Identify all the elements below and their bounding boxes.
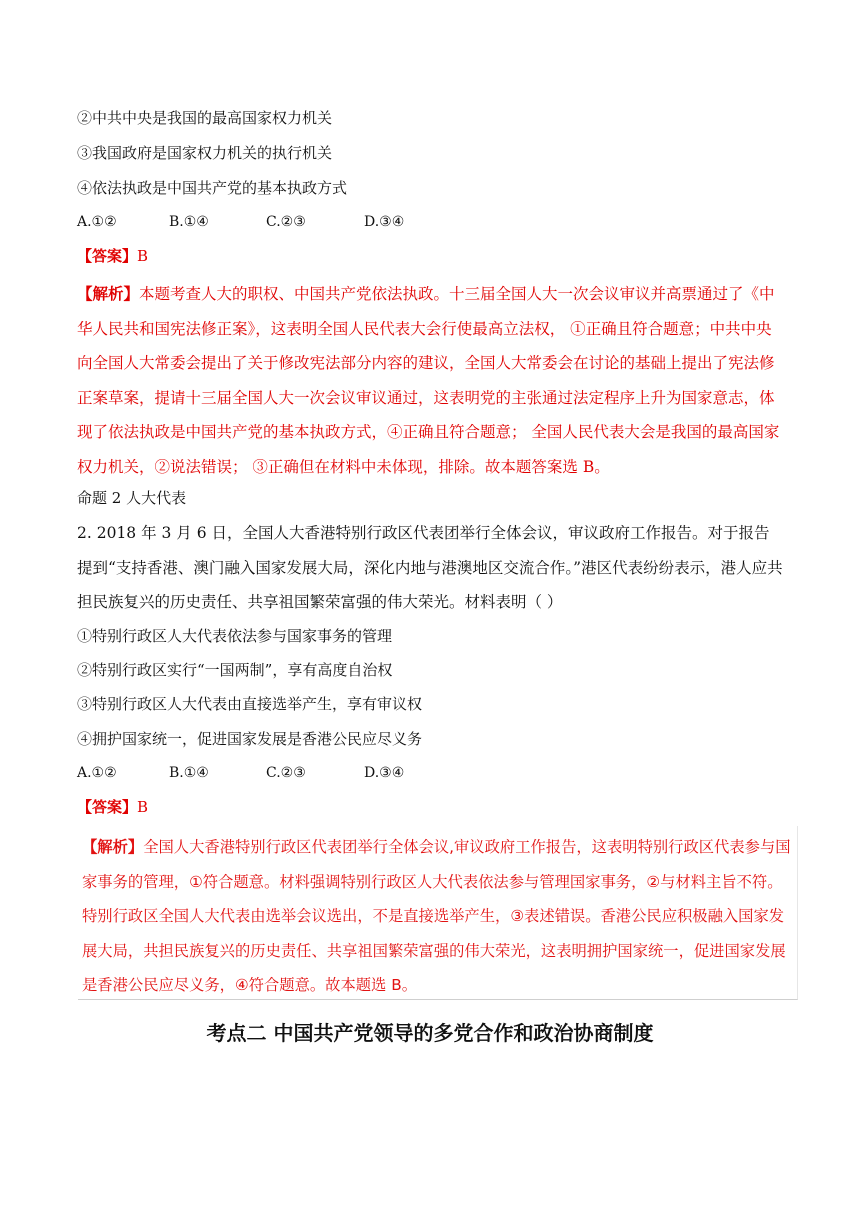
q2-option-4: ④拥护国家统一，促进国家发展是香港公民应尽义务: [77, 730, 423, 748]
q2-option-2: ②特别行政区实行“一国两制”，享有高度自治权: [77, 661, 393, 679]
q1-choice-b: B.①④: [169, 214, 209, 230]
q2-option-3: ③特别行政区人大代表由直接选举产生，享有审议权: [77, 695, 423, 713]
q2-analysis: [82, 830, 792, 1003]
q1-option-4: ④依法执政是中国共产党的基本执政方式: [77, 179, 348, 197]
section-heading: 考点二 中国共产党领导的多党合作和政治协商制度: [206, 1021, 654, 1045]
q1-choice-d: D.③④: [364, 214, 405, 230]
q2-answer: [77, 797, 148, 817]
q1-answer-value: B: [137, 247, 149, 265]
q2-choice-c: C.②③: [266, 765, 306, 781]
q1-answer-label: 【答案】: [77, 247, 138, 265]
q1-choice-a: A.①②: [77, 214, 117, 230]
q2-answer-value: B: [137, 798, 149, 816]
q2-choice-a: A.①②: [77, 765, 117, 781]
q1-option-3: ③我国政府是国家权力机关的执行机关: [77, 144, 333, 162]
q1-analysis-label: 【解析】: [77, 284, 140, 303]
q1-answer: [77, 246, 148, 266]
q2-analysis-text: 全国人大香港特别行政区代表团举行全体会议,审议政府工作报告，这表明特别行政区代表参与国家事务的管理，①符合题意。材料强调特别行政区人大代表依法参与管理国家事务，②与材料主旨不符。特别行政区全国人大代表由选举会议选出，不是直接选举产生，③表述错误。香港公民应积极融入国家发展大局，共担民族复兴的历史责任、共享祖国繁荣富强的伟大荣光，这表明拥护国家统一，促进国家发展是香港公民应尽义务，④符合题意。故本题选 B。: [82, 838, 791, 994]
q2-answer-label: 【答案】: [77, 798, 138, 816]
q2-choice-b: B.①④: [169, 765, 209, 781]
q1-choice-c: C.②③: [266, 214, 306, 230]
q1-analysis-text: 本题考查人大的职权、中国共产党依法执政。十三届全国人大一次会议审议并高票通过了《中华人民共和国宪法修正案》，这表明全国人民代表大会行使最高立法权， ①正确且符合题意；中共中央向全国人大常委会提出了关于修改宪法部分内容的建议，全国人大常委会在讨论的基础上提出了宪法修正案草案，提请十三届全国人大一次会议审议通过，这表明党的主张通过法定程序上升为国家意志，体现了依法执政是中国共产党的基本执政方式，④正确且符合题意； 全国人民代表大会是我国的最高国家权力机关，②说法错误； ③正确但在材料中未体现，排除。故本题答案选 B。: [77, 285, 780, 476]
section-title: 命题 2 人大代表: [77, 489, 187, 507]
q2-choice-d: D.③④: [364, 765, 405, 781]
q2-choices: [77, 763, 404, 783]
q1-choices: [77, 212, 404, 232]
q1-option-2: ②中共中央是我国的最高国家权力机关: [77, 109, 333, 127]
q1-analysis: [77, 277, 783, 484]
q2-option-1: ①特别行政区人大代表依法参与国家事务的管理: [77, 627, 393, 645]
q2-stem: 2. 2018 年 3 月 6 日，全国人大香港特别行政区代表团举行全体会议，审议政府工作报告。对于报告提到“支持香港、澳门融入国家发展大局，深化内地与港澳地区交流合作。”港区代表纷纷表示，港人应共担民族复兴的历史责任、共享祖国繁荣富强的伟大荣光。材料表明（ ）: [77, 524, 783, 611]
q2-analysis-label: 【解析】: [82, 838, 144, 856]
